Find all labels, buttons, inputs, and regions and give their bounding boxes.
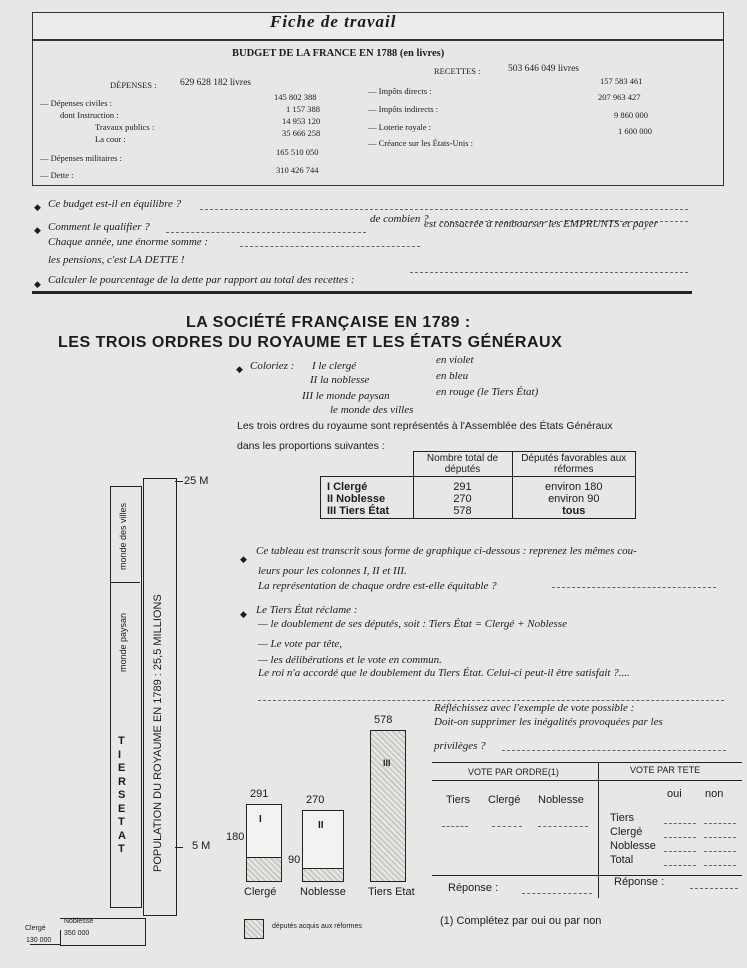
recettes-label: RECETTES :: [434, 66, 481, 76]
vote-tete-row-noblesse: Noblesse: [610, 840, 656, 852]
dep-value-3: 35 666 258: [282, 128, 321, 138]
instruction-2d: Le roi n'a accordé que le doublement du Tiers État. Celui-ci peut-il être satisfait ?....: [258, 667, 630, 679]
vote-par-tete-header: VOTE PAR TETE: [630, 765, 701, 775]
instruction-2c: — les délibérations et le vote en commun.: [258, 654, 442, 666]
vote-table-header-border: [432, 780, 742, 781]
intro-line-1: Les trois ordres du royaume sont représentés à l'Assemblée des États Généraux: [237, 420, 613, 432]
vote-tete-reponse-line[interactable]: [690, 888, 738, 889]
bar-noblesse-hatch: [303, 868, 343, 881]
coloriez-color-1: en violet: [436, 354, 474, 366]
category-label: Tiers Etat: [368, 886, 415, 898]
answer-line: [502, 750, 726, 751]
table-cell: II Noblesse: [327, 493, 386, 505]
table-cell: 291: [453, 481, 472, 493]
coloriez-color-3: en rouge (le Tiers État): [436, 386, 539, 398]
dep-label-4: — Dépenses militaires :: [40, 153, 122, 163]
bar-roman-label: III: [383, 757, 391, 768]
recettes-total: 503 646 049 livres: [508, 64, 579, 74]
vote-tete-answer[interactable]: [704, 823, 736, 824]
instruction-3c: privilèges ?: [434, 740, 486, 752]
dep-value-5: 310 426 744: [276, 165, 319, 175]
depenses-label: DÉPENSES :: [110, 80, 157, 90]
table-header-favorables: Députés favorables aux réformes: [512, 452, 636, 477]
instruction-1a: Ce tableau est transcrit sous forme de graphique ci-dessous : reprenez les mêmes cou-: [256, 545, 637, 557]
dep-label-5: — Dette :: [40, 170, 74, 180]
bullet-icon: ◆: [34, 202, 41, 212]
noblesse-value: 350 000: [64, 930, 90, 937]
legend-swatch: [244, 919, 264, 939]
deputes-table: [320, 451, 636, 519]
deputes-bar-chart: [220, 700, 430, 898]
vote-tete-reponse-label: Réponse :: [614, 876, 665, 888]
instruction-1c: La représentation de chaque ordre est-elle équitable ?: [258, 580, 497, 592]
answer-line: [410, 272, 688, 273]
dep-value-1: 1 157 388: [286, 104, 320, 114]
clerge-value: 130 000: [26, 937, 52, 944]
label-25m: 25 M: [184, 475, 209, 487]
noblesse-label: Noblesse: [64, 918, 94, 925]
tick-25m: [175, 481, 183, 482]
dep-value-2: 14 953 120: [282, 116, 321, 126]
question-dette: les pensions, c'est LA DETTE !: [48, 254, 185, 266]
table-cell: environ 90: [548, 493, 600, 505]
vote-table-bottom-border: [432, 875, 742, 876]
table-header-total: Nombre total de députés: [413, 452, 512, 477]
bullet-icon: ◆: [236, 364, 243, 374]
hatch-value-label: 180: [226, 830, 245, 843]
question-somme: Chaque année, une énorme somme :: [48, 236, 209, 248]
bar-roman-label: I: [259, 814, 262, 826]
table-cell: tous: [562, 505, 586, 517]
bullet-icon: ◆: [240, 609, 247, 619]
label-5m: 5 M: [192, 840, 211, 852]
table-cell: III Tiers État: [327, 505, 390, 517]
question-combien: de combien ?: [370, 213, 429, 225]
footnote: (1) Complétez par oui ou par non: [440, 915, 602, 927]
vote-ordre-answer[interactable]: [492, 826, 522, 827]
instruction-3a: Réfléchissez avec l'exemple de vote possible :: [434, 702, 635, 714]
label-monde-paysan: monde paysan: [118, 612, 128, 672]
answer-line: [258, 700, 724, 701]
vote-tete-answer[interactable]: [704, 837, 736, 838]
instruction-2a: — le doublement de ses députés, soit : Tiers État = Clergé + Noblesse: [258, 618, 567, 630]
worksheet-title: Fiche de travail: [270, 12, 397, 31]
dep-value-4: 165 510 050: [276, 147, 319, 157]
dep-label-0: — Dépenses civiles :: [40, 98, 112, 108]
vote-tete-answer[interactable]: [704, 851, 736, 852]
clerge-label: Clergé: [25, 925, 46, 932]
instruction-3b: Doit-on supprimer les inégalités provoquées par les: [434, 716, 663, 728]
vote-ordre-answer[interactable]: [538, 826, 588, 827]
answer-line: [240, 246, 420, 247]
bar-value-label: 270: [306, 793, 325, 806]
label-population: POPULATION DU ROYAUME EN 1789 : 25,5 MILLIONS: [152, 594, 164, 872]
vote-oui-label: oui: [667, 788, 682, 800]
bullet-icon: ◆: [240, 554, 247, 564]
rec-value-3: 1 600 000: [618, 126, 652, 136]
instruction-1b: leurs pour les colonnes I, II et III.: [258, 565, 407, 577]
answer-line: [200, 209, 688, 210]
question-equilibre: Ce budget est-il en équilibre ?: [48, 198, 182, 210]
vote-tete-row-total: Total: [610, 854, 634, 866]
vote-tete-answer[interactable]: [704, 865, 736, 866]
table-row: [321, 477, 636, 519]
vote-tete-row-clerge: Clergé: [610, 826, 643, 838]
budget-title: BUDGET DE LA FRANCE EN 1788 (en livres): [232, 48, 445, 59]
label-tiers-etat: T I E R S E T A T: [118, 735, 135, 855]
question-emprunts: est consacrée à rembourser les EMPRUNTS et payer: [424, 218, 658, 230]
vote-tete-row-tiers: Tiers: [610, 812, 635, 824]
vote-ordre-tiers: Tiers: [446, 794, 471, 806]
coloriez-item-2: II la noblesse: [310, 374, 370, 386]
vote-ordre-noblesse: Noblesse: [538, 794, 584, 806]
coloriez-item-3: III le monde paysan: [302, 390, 390, 402]
bullet-icon: ◆: [34, 225, 41, 235]
bar-tiers: [370, 730, 406, 882]
vote-ordre-reponse-line[interactable]: [522, 893, 592, 894]
answer-line: [552, 587, 716, 588]
dep-value-0: 145 802 388: [274, 92, 317, 102]
bar-value-label: 578: [374, 713, 393, 726]
vote-ordre-clerge: Clergé: [488, 794, 521, 806]
hatch-value-label: 90: [288, 854, 301, 867]
intro-line-2: dans les proportions suivantes :: [237, 440, 385, 452]
vote-non-label: non: [705, 788, 724, 800]
category-label: Clergé: [244, 886, 277, 898]
section-title-1: LA SOCIÉTÉ FRANÇAISE EN 1789 :: [186, 314, 471, 331]
legend-label: députés acquis aux réformes: [272, 923, 362, 930]
vote-ordre-answer[interactable]: [442, 826, 468, 827]
rec-label-3: — Créance sur les États-Unis :: [368, 138, 474, 148]
coloriez-item-4: le monde des villes: [330, 404, 414, 416]
section-title-2: LES TROIS ORDRES DU ROYAUME ET LES ÉTATS GÉNÉRAUX: [58, 334, 563, 351]
rec-value-2: 9 860 000: [614, 110, 648, 120]
instruction-2b: — Le vote par tête,: [258, 638, 343, 650]
coloriez-item-1: I le clergé: [312, 360, 357, 372]
instruction-2: Le Tiers État réclame :: [256, 604, 358, 616]
vote-tete-answer[interactable]: [664, 823, 696, 824]
tick-5m: [175, 847, 183, 848]
vote-table-top-border: [432, 762, 742, 763]
answer-line: [166, 232, 366, 233]
bullet-icon: ◆: [34, 279, 41, 289]
question-qualifier: Comment le qualifier ?: [48, 221, 150, 233]
vote-tete-answer[interactable]: [664, 851, 696, 852]
table-cell: I Clergé: [327, 481, 368, 493]
bar-roman-label: II: [318, 819, 324, 831]
bar-value-label: 291: [250, 788, 269, 801]
dep-label-1: dont Instruction :: [60, 110, 119, 120]
vote-ordre-reponse-label: Réponse :: [448, 882, 499, 894]
vote-tete-answer[interactable]: [664, 837, 696, 838]
table-cell: 270: [453, 493, 472, 505]
table-cell: environ 180: [545, 481, 603, 493]
bar-clerge: [246, 804, 282, 882]
vote-par-ordre-header: VOTE PAR ORDRE(1): [468, 767, 559, 777]
ville-paysan-divider: [110, 582, 140, 583]
bar-clerge-hatch: [247, 857, 281, 881]
table-header-empty: [321, 452, 414, 477]
vote-table-divider: [598, 762, 599, 898]
question-pourcentage: Calculer le pourcentage de la dette par rapport au total des recettes :: [48, 274, 355, 286]
coloriez-color-2: en bleu: [436, 370, 469, 382]
category-label: Noblesse: [300, 886, 346, 898]
rec-value-1: 207 963 427: [598, 92, 641, 102]
label-monde-villes: monde des villes: [118, 502, 128, 570]
dep-label-3: La cour :: [95, 134, 126, 144]
rec-label-1: — Impôts indirects :: [368, 104, 439, 114]
coloriez-label: Coloriez :: [250, 360, 295, 372]
vote-tete-answer[interactable]: [664, 865, 696, 866]
rec-label-2: — Loterie royale :: [368, 122, 432, 132]
table-cell: 578: [453, 505, 472, 517]
depenses-total: 629 628 182 livres: [180, 78, 251, 88]
rec-label-0: — Impôts directs :: [368, 86, 432, 96]
section-divider: [32, 291, 692, 294]
dep-label-2: Travaux publics :: [95, 122, 155, 132]
vote-table: [432, 762, 742, 898]
rec-value-0: 157 583 461: [600, 76, 643, 86]
